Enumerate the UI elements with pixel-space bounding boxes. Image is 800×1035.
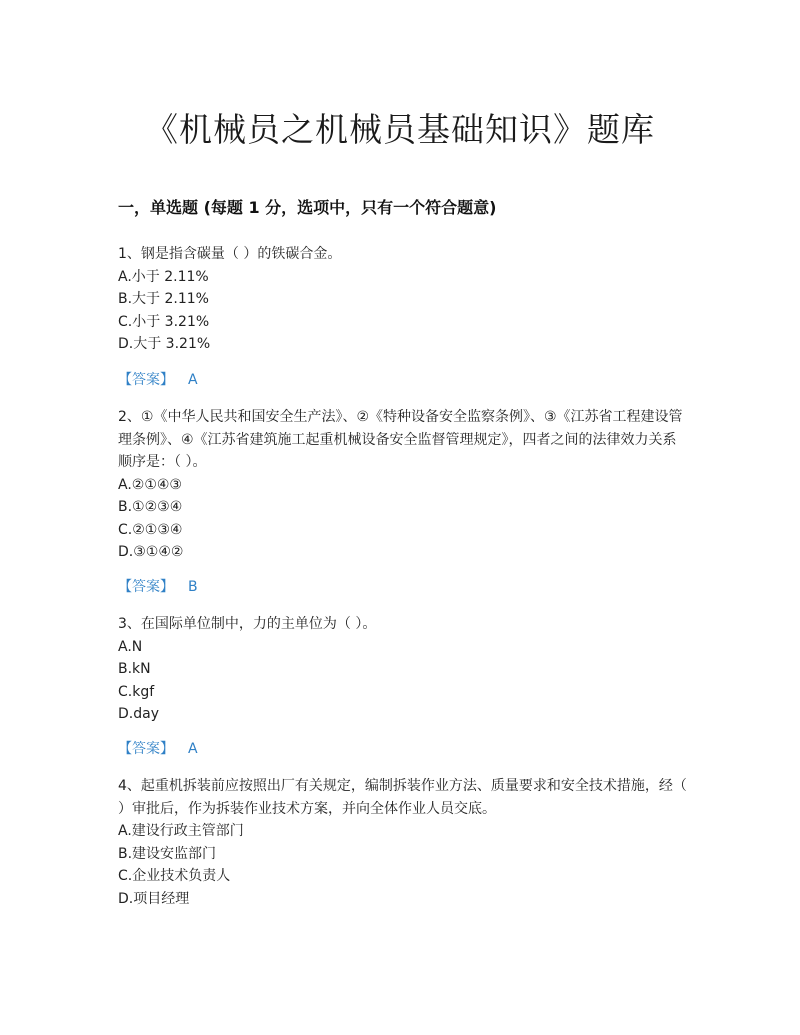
- section-heading: 一，单选题 (每题 1 分，选项中，只有一个符合题意): [118, 198, 497, 217]
- answer-value: A: [188, 372, 198, 388]
- answer-line-2: [118, 577, 198, 597]
- option-c: C.②①③④: [118, 521, 183, 538]
- option-b: B.kN: [118, 661, 151, 677]
- question-stem: 3、在国际单位制中，力的主单位为（ ）。: [118, 616, 377, 632]
- question-stem: 1、钢是指含碳量（ ）的铁碳合金。: [118, 246, 342, 262]
- option-d: D.大于 3.21%: [118, 336, 211, 352]
- question-3: [118, 613, 688, 726]
- option-b: B.①②③④: [118, 499, 183, 515]
- option-b: B.建设安监部门: [118, 845, 217, 862]
- answer-line-3: [118, 739, 198, 759]
- option-c: C.kgf: [118, 683, 155, 700]
- option-a: A.建设行政主管部门: [118, 823, 244, 839]
- question-4: [118, 775, 692, 910]
- option-d: D.day: [118, 706, 159, 722]
- answer-value: A: [188, 741, 198, 757]
- option-c: C.小于 3.21%: [118, 313, 210, 330]
- answer-tag: 【答案】: [118, 372, 174, 388]
- option-a: A.N: [118, 638, 143, 655]
- question-stem: 4、起重机拆装前应按照出厂有关规定，编制拆装作业方法、质量要求和安全技术措施，经（ ）审批后，作为拆装作业技术方案，并向全体作业人员交底。: [118, 778, 692, 817]
- answer-tag: 【答案】: [118, 579, 174, 595]
- answer-value: B: [188, 579, 198, 595]
- answer-tag: 【答案】: [118, 741, 174, 757]
- question-stem: 2、①《中华人民共和国安全生产法》、②《特种设备安全监察条例》、③《江苏省工程建设管理条例》、④《江苏省建筑施工起重机械设备安全监督管理规定》，四者之间的法律效力关系顺序是：（ ）。: [118, 409, 683, 470]
- option-a: A.②①④③: [118, 476, 182, 493]
- page-title: 《机械员之机械员基础知识》题库: [145, 110, 655, 149]
- option-b: B.大于 2.11%: [118, 291, 209, 307]
- question-1: [118, 243, 688, 356]
- option-a: A.小于 2.11%: [118, 268, 209, 285]
- question-2: [118, 406, 688, 564]
- answer-line-1: [118, 370, 198, 390]
- option-d: D.项目经理: [118, 890, 190, 907]
- option-c: C.企业技术负责人: [118, 868, 231, 884]
- option-d: D.③①④②: [118, 544, 184, 560]
